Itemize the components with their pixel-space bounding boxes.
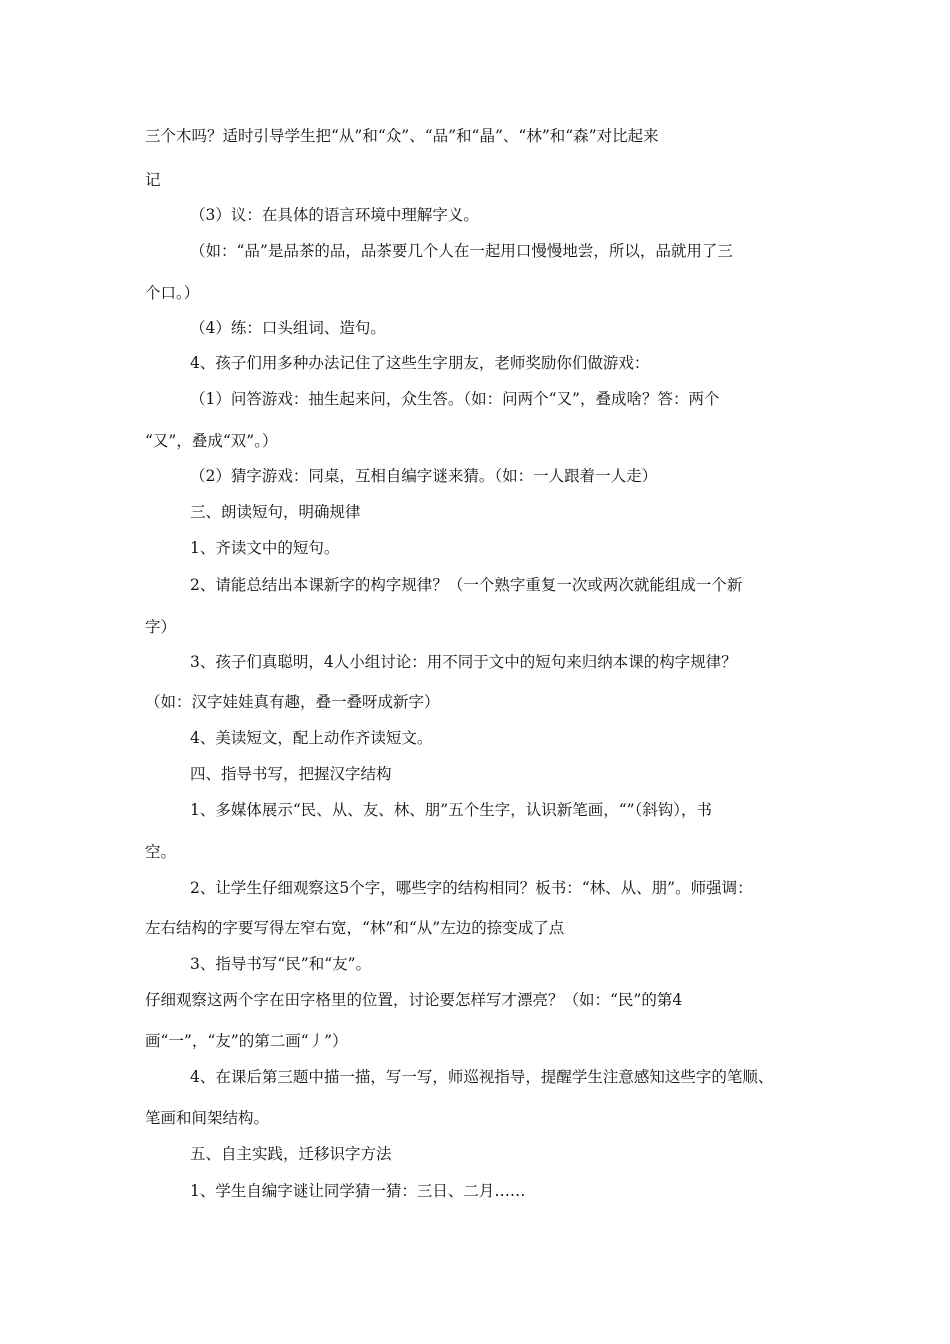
text-line: “又”，叠成“双”。） [145,432,278,450]
text-line: 1、齐读文中的短句。 [190,539,340,557]
text-line: 4、美读短文，配上动作齐读短文。 [190,729,433,747]
text-line: 2、请能总结出本课新字的构字规律？（一个熟字重复一次或两次就能组成一个新 [190,576,743,594]
text-line: 个口。） [145,284,200,302]
section-heading: 四、指导书写，把握汉字结构 [190,765,392,783]
text-line: （如：汉字娃娃真有趣，叠一叠呀成新字） [145,693,440,711]
text-line: 4、在课后第三题中描一描，写一写，师巡视指导，提醒学生注意感知这些字的笔顺、 [190,1068,774,1086]
text-line: 2、让学生仔细观察这5个字，哪些字的结构相同？板书：“林、从、朋”。师强调： [190,879,753,897]
text-line: 仔细观察这两个字在田字格里的位置，讨论要怎样写才漂亮？（如：“民”的第4 [145,991,683,1009]
text-line: 记 [145,171,161,189]
text-line: 4、孩子们用多种办法记住了这些生字朋友，老师奖励你们做游戏： [190,354,650,372]
section-heading: 五、自主实践，迁移识字方法 [190,1145,392,1163]
text-line: 空。 [145,843,177,861]
text-line: 3、指导书写“民”和“友”。 [190,955,372,973]
text-line: 1、学生自编字谜让同学猜一猜：三日、二月…… [190,1182,526,1200]
section-heading: 三、朗读短句，明确规律 [190,503,361,521]
text-line: （如：“品”是品茶的品，品茶要几个人在一起用口慢慢地尝，所以，品就用了三 [190,242,733,260]
text-line: 3、孩子们真聪明，4人小组讨论：用不同于文中的短句来归纳本课的构字规律？ [190,653,737,671]
text-line: 画“一”，“友”的第二画“丿”） [145,1032,348,1050]
text-line: 笔画和间架结构。 [145,1109,270,1127]
text-line: 1、多媒体展示“民、从、友、林、朋”五个生字，认识新笔画，“”（斜钩），书 [190,801,713,819]
text-line: 字） [145,618,177,636]
text-line: （3）议：在具体的语言环境中理解字义。 [190,206,479,224]
text-line: （1）问答游戏：抽生起来问，众生答。（如：问两个“又”，叠成啥？答：两个 [190,390,720,408]
text-line: （2）猜字游戏：同桌，互相自编字谜来猜。（如：一人跟着一人走） [190,467,658,485]
text-line: 左右结构的字要写得左窄右宽，“林”和“从”左边的捺变成了点 [145,919,565,937]
text-line: （4）练：口头组词、造句。 [190,319,386,337]
text-line: 三个木吗？适时引导学生把“从”和“众”、“品”和“晶”、“林”和“森”对比起来 [145,127,659,145]
